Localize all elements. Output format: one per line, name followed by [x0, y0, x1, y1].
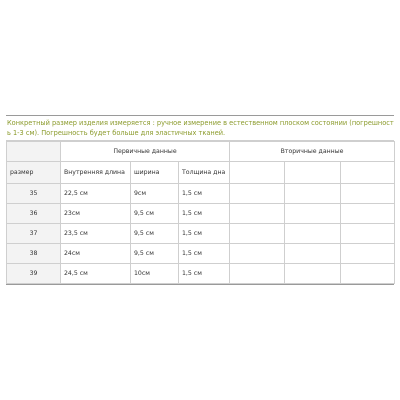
secondary-data-header: Вторичные данные [230, 142, 395, 162]
size-cell: 35 [7, 184, 61, 204]
size-table [6, 141, 395, 284]
empty-cell [230, 184, 285, 204]
empty-cell [230, 244, 285, 264]
empty-cell [341, 184, 395, 204]
size-cell: 37 [7, 224, 61, 244]
width-cell: 10см [131, 264, 179, 284]
size-cell: 39 [7, 264, 61, 284]
table-bottom-border [6, 284, 394, 287]
group-header-row [7, 142, 395, 162]
empty-cell [285, 184, 341, 204]
table-row [7, 264, 395, 284]
width-cell: 9,5 см [131, 204, 179, 224]
inner-length-cell: 22,5 см [61, 184, 131, 204]
thickness-cell: 1,5 см [179, 184, 230, 204]
empty-cell [341, 224, 395, 244]
header-secondary-3 [341, 162, 395, 184]
inner-length-cell: 24см [61, 244, 131, 264]
header-sole-thickness: Толщина дна [179, 162, 230, 184]
inner-length-cell: 23см [61, 204, 131, 224]
empty-cell [285, 244, 341, 264]
table-row [7, 244, 395, 264]
size-cell: 38 [7, 244, 61, 264]
empty-cell [285, 264, 341, 284]
primary-data-header: Первичные данные [61, 142, 230, 162]
empty-cell [230, 264, 285, 284]
column-header-row [7, 162, 395, 184]
header-size: размер [7, 162, 61, 184]
width-cell: 9см [131, 184, 179, 204]
group-header-empty [7, 142, 61, 162]
empty-cell [341, 264, 395, 284]
empty-cell [341, 244, 395, 264]
inner-length-cell: 24,5 см [61, 264, 131, 284]
thickness-cell: 1,5 см [179, 204, 230, 224]
measurement-note: Конкретный размер изделия измеряется : ручное измерение в естественном плоском состоянии (погрешность 1-3 см). Погрешность будет больше для эластичных тканей. [6, 115, 394, 141]
thickness-cell: 1,5 см [179, 224, 230, 244]
table-row [7, 224, 395, 244]
table-row [7, 184, 395, 204]
size-cell: 36 [7, 204, 61, 224]
thickness-cell: 1,5 см [179, 264, 230, 284]
empty-cell [230, 224, 285, 244]
empty-cell [341, 204, 395, 224]
thickness-cell: 1,5 см [179, 244, 230, 264]
empty-cell [285, 224, 341, 244]
header-inner-length: Внутренняя длина [61, 162, 131, 184]
table-row [7, 204, 395, 224]
width-cell: 9,5 см [131, 224, 179, 244]
header-secondary-1 [230, 162, 285, 184]
header-width: ширина [131, 162, 179, 184]
width-cell: 9,5 см [131, 244, 179, 264]
header-secondary-2 [285, 162, 341, 184]
size-chart [6, 115, 394, 287]
empty-cell [230, 204, 285, 224]
empty-cell [285, 204, 341, 224]
inner-length-cell: 23,5 см [61, 224, 131, 244]
